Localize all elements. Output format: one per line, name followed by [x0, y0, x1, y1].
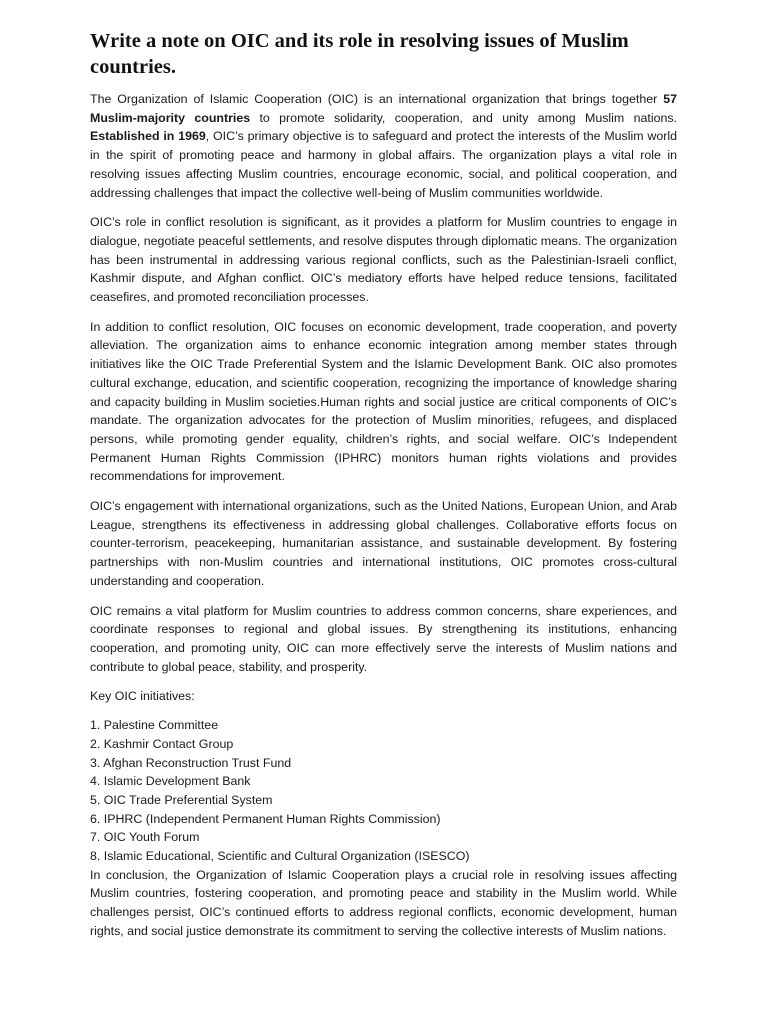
list-item: 7. OIC Youth Forum: [90, 830, 200, 845]
list-item: 5. OIC Trade Preferential System: [90, 792, 273, 807]
conflict-resolution-paragraph: OIC’s role in conflict resolution is significant, as it provides a platform for Muslim countries to engage in dialogue, negotiate peaceful settlements, and resolve disputes through diplomatic means. The organization has been instrumental in addressing various regional conflicts, such as the Palestinian-Israeli conflict, Kashmir dispute, and Afghan conflict. OIC’s mediatory efforts have helped reduce tensions, facilitated ceasefires, and promoted reconciliation processes.: [90, 215, 677, 305]
intro-text-1: The Organization of Islamic Cooperation (OIC) is an international organization that brings together: [90, 92, 664, 106]
list-item: 1. Palestine Committee: [90, 718, 219, 733]
established-bold: Established in 1969: [90, 129, 206, 144]
list-item: 2. Kashmir Contact Group: [90, 736, 234, 751]
initiatives-list: [90, 716, 677, 866]
intro-text-3: , OIC’s primary objective is to safeguard and protect the interests of the Muslim world in the spirit of promoting peace and harmony in global affairs. The organization plays a vital role in resolving issues affecting Muslim countries, encourage economic, social, and political cooperation, and addressing challenges that impact the collective well-being of Muslim communities worldwide.: [90, 129, 677, 200]
intro-paragraph: [90, 90, 677, 202]
intro-text-2: to promote solidarity, cooperation, and unity among Muslim nations.: [250, 110, 677, 125]
list-item: 3. Afghan Reconstruction Trust Fund: [90, 755, 292, 770]
economic-development-paragraph: In addition to conflict resolution, OIC focuses on economic development, trade cooperation, and poverty alleviation. The organization aims to enhance economic integration among member states through initiatives like the OIC Trade Preferential System and the Islamic Development Bank. OIC also promotes cultural exchange, education, and scientific cooperation, recognizing the importance of knowledge sharing and capacity building in Muslim societies.Human rights and social justice are critical components of OIC’s mandate. The organization advocates for the protection of Muslim minorities, refugees, and displaced persons, while promoting gender equality, children’s rights, and social welfare. OIC’s Independent Permanent Human Rights Commission (IPHRC) monitors human rights violations and provides recommendations for improvement.: [90, 319, 677, 484]
document-page: [90, 28, 677, 952]
member-count-bold: 57 Muslim-majority countries: [90, 92, 677, 125]
conclusion-paragraph: In conclusion, the Organization of Islamic Cooperation plays a crucial role in resolving issues affecting Muslim countries, fostering cooperation, and promoting peace and stability in the Muslim world. While challenges persist, OIC’s continued efforts to address regional conflicts, economic development, human rights, and social justice demonstrate its commitment to serving the collective interests of Muslim nations.: [90, 867, 677, 938]
list-item: 8. Islamic Educational, Scientific and Cultural Organization (ISESCO): [90, 849, 470, 864]
key-initiatives-heading: Key OIC initiatives:: [90, 689, 195, 704]
vital-platform-paragraph: OIC remains a vital platform for Muslim countries to address common concerns, share experiences, and coordinate responses to regional and global issues. By strengthening its institutions, enhancing cooperation, and promoting unity, OIC can more effectively serve the interests of Muslim nations and contribute to global peace, stability, and prosperity.: [90, 603, 677, 674]
list-item: 4. Islamic Development Bank: [90, 774, 251, 789]
list-item: 6. IPHRC (Independent Permanent Human Rights Commission): [90, 811, 441, 826]
document-title: Write a note on OIC and its role in resolving issues of Muslim countries.: [90, 30, 629, 78]
international-engagement-paragraph: OIC’s engagement with international organizations, such as the United Nations, European Union, and Arab League, strengthens its effectiveness in addressing global challenges. Collaborative efforts focus on counter-terrorism, peacekeeping, humanitarian assistance, and sustainable development. By fostering partnerships with non-Muslim countries and international institutions, OIC promotes cross-cultural understanding and cooperation.: [90, 499, 677, 588]
